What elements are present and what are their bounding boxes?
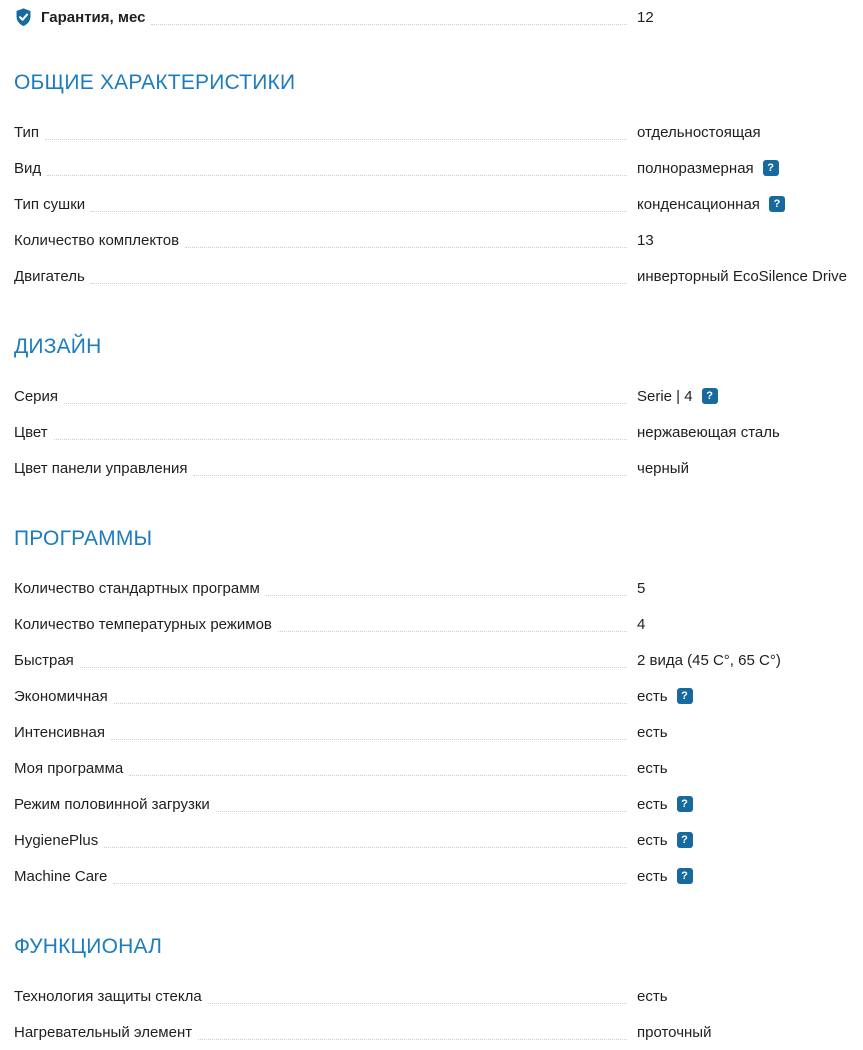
dotted-leader <box>216 811 627 812</box>
spec-row-temp-modes <box>14 606 863 642</box>
spec-label: Тип <box>14 123 40 141</box>
spec-label: Вид <box>14 159 42 177</box>
spec-value: нержавеющая сталь <box>637 423 780 441</box>
spec-value: есть <box>637 867 668 885</box>
spec-row-quick <box>14 642 863 678</box>
spec-value: 13 <box>637 231 654 249</box>
spec-row-kind <box>14 150 863 186</box>
spec-label: Интенсивная <box>14 723 105 741</box>
spec-row-standard-programs <box>14 570 863 606</box>
section-title-general: ОБЩИЕ ХАРАКТЕРИСТИКИ <box>14 71 296 94</box>
spec-value: есть <box>637 759 668 777</box>
spec-label: Цвет панели управления <box>14 459 188 477</box>
spec-label: Machine Care <box>14 867 108 885</box>
spec-value: черный <box>637 459 689 477</box>
spec-row-motor <box>14 258 863 294</box>
spec-value: есть <box>637 831 668 849</box>
dotted-leader <box>111 739 627 740</box>
spec-row-series <box>14 378 863 414</box>
spec-value: отдельностоящая <box>637 123 761 141</box>
spec-value: 5 <box>637 579 646 597</box>
section-design <box>14 378 863 486</box>
help-icon[interactable]: ? <box>677 688 693 704</box>
spec-row-intensive <box>14 714 863 750</box>
dotted-leader <box>185 247 627 248</box>
spec-label: Двигатель <box>14 267 85 285</box>
section-functional <box>14 978 863 1050</box>
help-icon[interactable]: ? <box>769 196 785 212</box>
dotted-leader <box>198 1039 627 1040</box>
help-icon[interactable]: ? <box>677 796 693 812</box>
spec-row-panel-color <box>14 450 863 486</box>
spec-value: 2 вида (45 С°, 65 С°) <box>637 651 781 669</box>
spec-label: Нагревательный элемент <box>14 1023 193 1041</box>
spec-row-eco <box>14 678 863 714</box>
dotted-leader <box>104 847 627 848</box>
spec-row-hygieneplus <box>14 822 863 858</box>
shield-check-icon <box>14 7 33 28</box>
spec-label: Технология защиты стекла <box>14 987 202 1005</box>
dotted-leader <box>64 403 627 404</box>
dotted-leader <box>45 139 627 140</box>
spec-value: есть <box>637 795 668 813</box>
spec-value: полноразмерная <box>637 159 754 177</box>
spec-row-type <box>14 114 863 150</box>
spec-value: проточный <box>637 1023 712 1041</box>
spec-label: Экономичная <box>14 687 108 705</box>
dotted-leader <box>114 703 627 704</box>
dotted-leader <box>47 175 627 176</box>
spec-label: HygienePlus <box>14 831 99 849</box>
spec-value: есть <box>637 987 668 1005</box>
dotted-leader <box>129 775 627 776</box>
dotted-leader <box>91 211 627 212</box>
spec-row-drying-type <box>14 186 863 222</box>
spec-label: Количество температурных режимов <box>14 615 272 633</box>
section-title-functional: ФУНКЦИОНАЛ <box>14 935 163 958</box>
spec-row-my-program <box>14 750 863 786</box>
help-icon[interactable]: ? <box>677 832 693 848</box>
dotted-leader <box>54 439 627 440</box>
spec-row-place-settings <box>14 222 863 258</box>
spec-label: Режим половинной загрузки <box>14 795 210 813</box>
spec-value: инверторный EcoSilence Drive <box>637 267 848 285</box>
help-icon[interactable]: ? <box>763 160 779 176</box>
section-general <box>14 114 863 294</box>
spec-value: есть <box>637 687 668 705</box>
spec-label: Моя программа <box>14 759 124 777</box>
spec-label: Быстрая <box>14 651 74 669</box>
dotted-leader <box>80 667 627 668</box>
warranty-label-group <box>14 7 145 28</box>
section-programs <box>14 570 863 894</box>
spec-label: Цвет <box>14 423 48 441</box>
spec-label: Количество стандартных программ <box>14 579 260 597</box>
spec-label: Тип сушки <box>14 195 86 213</box>
spec-row-glass-protection <box>14 978 863 1014</box>
warranty-value: 12 <box>637 8 654 26</box>
section-title-programs: ПРОГРАММЫ <box>14 527 153 550</box>
spec-value: 4 <box>637 615 646 633</box>
section-title-design: ДИЗАЙН <box>14 335 102 358</box>
dotted-leader <box>266 595 627 596</box>
spec-row-machine-care <box>14 858 863 894</box>
dotted-leader <box>113 883 627 884</box>
dotted-leader <box>278 631 627 632</box>
spec-label: Количество комплектов <box>14 231 180 249</box>
dotted-leader <box>193 475 627 476</box>
spec-value: Serie | 4 <box>637 387 693 405</box>
dotted-leader <box>91 283 627 284</box>
spec-label: Серия <box>14 387 59 405</box>
spec-value: есть <box>637 723 668 741</box>
spec-row-color <box>14 414 863 450</box>
spec-row-warranty <box>14 4 863 30</box>
warranty-label: Гарантия, мес <box>41 8 146 26</box>
help-icon[interactable]: ? <box>702 388 718 404</box>
help-icon[interactable]: ? <box>677 868 693 884</box>
spec-value: конденсационная <box>637 195 760 213</box>
dotted-leader <box>208 1003 627 1004</box>
spec-row-half-load <box>14 786 863 822</box>
dotted-leader <box>151 24 627 25</box>
spec-row-heating-element <box>14 1014 863 1050</box>
